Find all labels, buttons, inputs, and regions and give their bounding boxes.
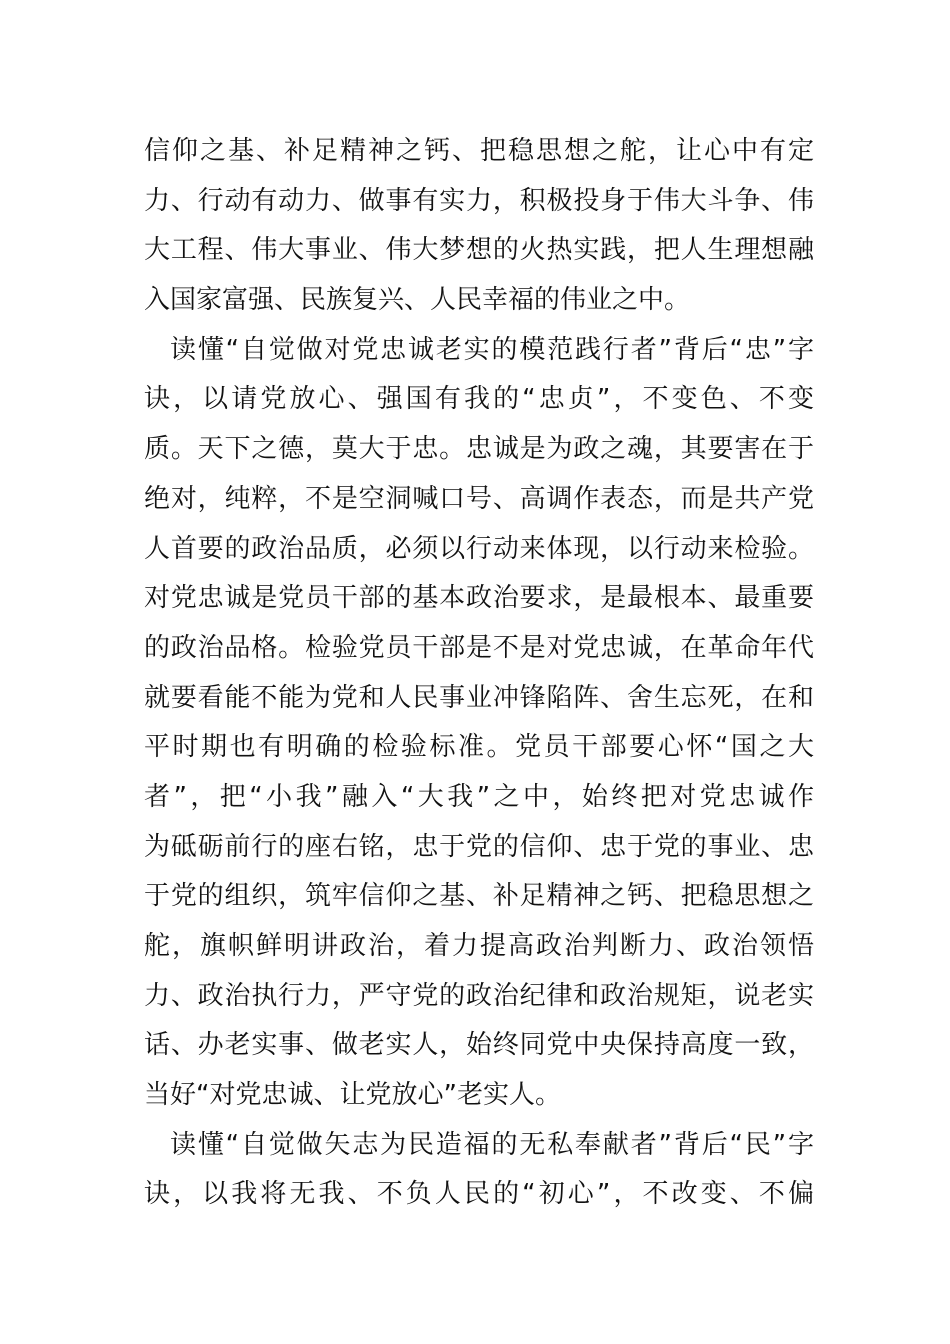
body-text bbox=[144, 127, 814, 1220]
text-line-13: 平时期也有明确的检验标准。党员干部要心怀“国之大 bbox=[144, 732, 814, 763]
text-line-16: 于党的组织，筑牢信仰之基、补足精神之钙、把稳思想之 bbox=[144, 881, 814, 912]
text-line-5: 读懂“自觉做对党忠诚老实的模范践行者”背后“忠”字 bbox=[170, 334, 814, 365]
text-line-20: 当好“对党忠诚、让党放心”老实人。 bbox=[144, 1080, 561, 1111]
text-line-2: 力、行动有动力、做事有实力，积极投身于伟大斗争、伟 bbox=[144, 185, 814, 216]
text-line-10: 对党忠诚是党员干部的基本政治要求，是最根本、最重要 bbox=[144, 583, 814, 614]
text-line-7: 质。天下之德，莫大于忠。忠诚是为政之魂，其要害在于 bbox=[144, 434, 814, 465]
text-line-9: 人首要的政治品质，必须以行动来体现，以行动来检验。 bbox=[144, 533, 814, 564]
text-line-22: 诀，以我将无我、不负人民的“初心”，不改变、不偏 bbox=[144, 1179, 814, 1210]
text-line-21: 读懂“自觉做矢志为民造福的无私奉献者”背后“民”字 bbox=[170, 1129, 814, 1160]
text-line-6: 诀，以请党放心、强国有我的“忠贞”，不变色、不变 bbox=[144, 384, 814, 415]
text-line-19: 话、办老实事、做老实人，始终同党中央保持高度一致， bbox=[144, 1030, 814, 1061]
text-line-4: 入国家富强、民族复兴、人民幸福的伟业之中。 bbox=[144, 285, 691, 316]
text-line-17: 舵，旗帜鲜明讲政治，着力提高政治判断力、政治领悟 bbox=[144, 931, 814, 961]
text-line-3: 大工程、伟大事业、伟大梦想的火热实践，把人生理想融 bbox=[144, 235, 814, 266]
text-line-8: 绝对，纯粹，不是空洞喊口号、高调作表态，而是共产党 bbox=[144, 483, 814, 514]
text-line-1: 信仰之基、补足精神之钙、把稳思想之舵，让心中有定 bbox=[144, 136, 814, 166]
text-line-11: 的政治品格。检验党员干部是不是对党忠诚，在革命年代 bbox=[144, 632, 814, 663]
text-line-12: 就要看能不能为党和人民事业冲锋陷阵、舍生忘死，在和 bbox=[144, 682, 814, 713]
text-line-15: 为砥砺前行的座右铭，忠于党的信仰、忠于党的事业、忠 bbox=[144, 831, 814, 862]
text-line-18: 力、政治执行力，严守党的政治纪律和政治规矩，说老实 bbox=[144, 980, 814, 1011]
text-line-14: 者”，把“小我”融入“大我”之中，始终把对党忠诚作 bbox=[144, 781, 814, 812]
